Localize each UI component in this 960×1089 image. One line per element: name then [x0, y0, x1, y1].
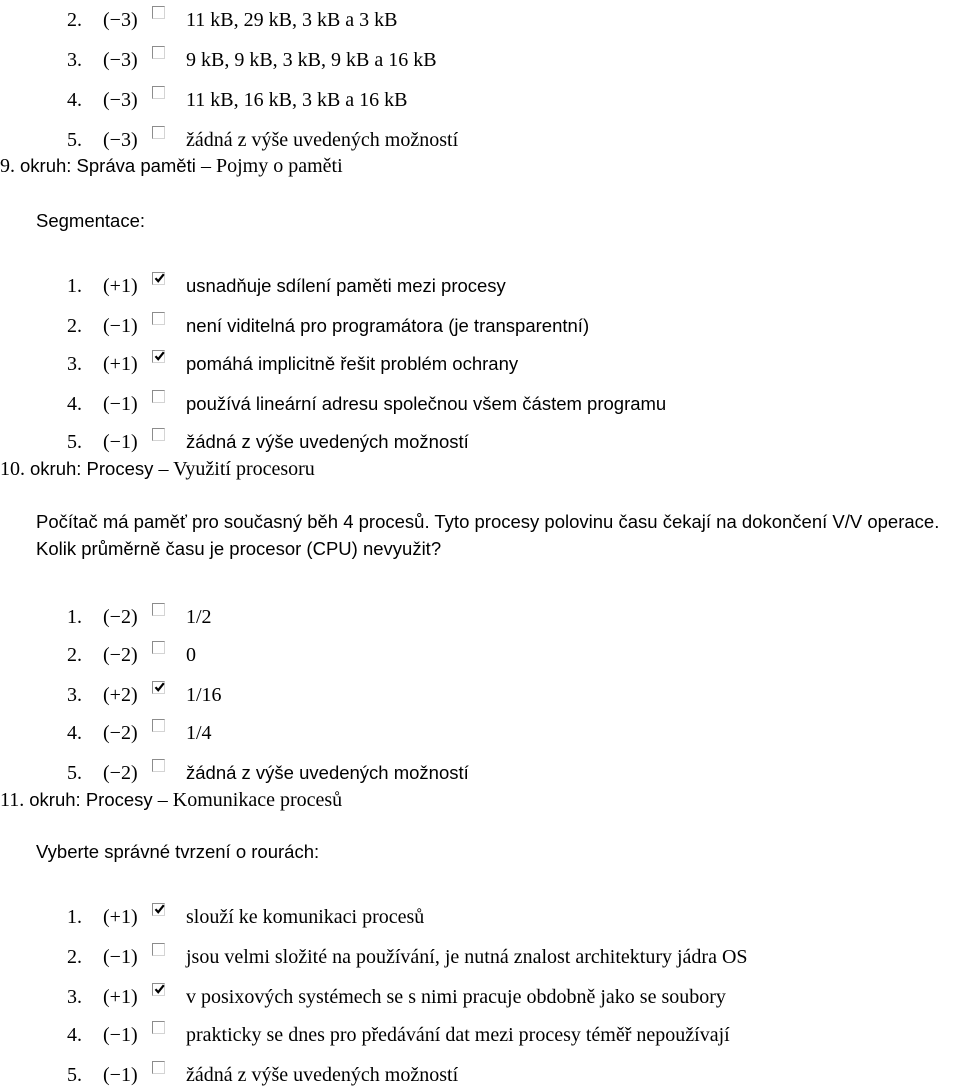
question-prompt: Segmentace: [36, 210, 146, 231]
option-score: (−1) [103, 1024, 138, 1046]
answer-option [0, 681, 960, 709]
question-subtopic: Komunikace procesů [172, 789, 343, 811]
checkbox-empty-icon[interactable] [152, 126, 165, 139]
checkbox-empty-icon[interactable] [152, 6, 165, 19]
checkbox-empty-icon[interactable] [152, 943, 165, 956]
option-score: (−3) [103, 89, 138, 111]
option-number: 1. [67, 606, 82, 628]
option-text: 0 [186, 644, 196, 666]
option-score: (−3) [103, 9, 138, 31]
option-score: (+1) [103, 275, 138, 297]
answer-option [0, 390, 960, 418]
checkbox-empty-icon[interactable] [152, 759, 165, 772]
question-label: okruh: Správa paměti [20, 155, 201, 176]
answer-option [0, 1021, 960, 1049]
option-number: 4. [67, 1024, 82, 1046]
option-text: slouží ke komunikaci procesů [186, 906, 425, 928]
option-text: používá lineární adresu společnou všem částem programu [186, 393, 667, 414]
option-number: 2. [67, 315, 82, 337]
option-number: 4. [67, 722, 82, 744]
question-prompt: Vyberte správné tvrzení o rourách: [36, 841, 320, 862]
option-score: (−2) [103, 644, 138, 666]
checkbox-empty-icon[interactable] [152, 641, 165, 654]
question-number: 9. [0, 155, 20, 177]
answer-option [0, 272, 960, 300]
checkbox-checked-icon[interactable] [152, 681, 165, 694]
answer-option [0, 6, 960, 34]
question-heading [0, 152, 343, 180]
option-text: pomáhá implicitně řešit problém ochrany [186, 353, 519, 374]
answer-option [0, 350, 960, 378]
answer-option [0, 428, 960, 456]
question-label: okruh: Procesy [29, 789, 158, 810]
checkbox-empty-icon[interactable] [152, 1061, 165, 1074]
answer-option [0, 903, 960, 931]
option-text: 1/2 [186, 606, 212, 628]
checkbox-checked-icon[interactable] [152, 350, 165, 363]
question-number: 11. [0, 789, 30, 811]
answer-option [0, 641, 960, 669]
answer-option [0, 86, 960, 114]
answer-option [0, 126, 960, 154]
question-prompt: Počítač má paměť pro současný běh 4 procesů. Tyto procesy polovinu času čekají na dokončení V/V operace. Kolik průměrně času je procesor (CPU) nevyužit? [36, 511, 940, 559]
option-number: 5. [67, 1064, 82, 1086]
option-text: jsou velmi složité na používání, je nutná znalost architektury jádra OS [186, 946, 748, 968]
option-number: 5. [67, 431, 82, 453]
option-score: (+1) [103, 986, 138, 1008]
option-text: prakticky se dnes pro předávání dat mezi procesy téměř nepoužívají [186, 1024, 730, 1046]
option-score: (+1) [103, 353, 138, 375]
heading-dash: – [200, 155, 216, 177]
checkbox-empty-icon[interactable] [152, 603, 165, 616]
answer-option [0, 312, 960, 340]
answer-option [0, 983, 960, 1011]
checkbox-checked-icon[interactable] [152, 983, 165, 996]
option-number: 2. [67, 9, 82, 31]
question-heading [0, 455, 315, 483]
option-score: (−2) [103, 762, 138, 784]
question-number: 10. [0, 458, 30, 480]
option-score: (−2) [103, 722, 138, 744]
option-text: 1/4 [186, 722, 212, 744]
question-label: okruh: Procesy [30, 458, 159, 479]
answer-option [0, 1061, 960, 1089]
option-score: (−1) [103, 431, 138, 453]
option-number: 3. [67, 353, 82, 375]
option-score: (+1) [103, 906, 138, 928]
option-number: 5. [67, 762, 82, 784]
checkbox-checked-icon[interactable] [152, 903, 165, 916]
checkbox-checked-icon[interactable] [152, 272, 165, 285]
question-heading [0, 786, 342, 814]
option-text: usnadňuje sdílení paměti mezi procesy [186, 275, 506, 296]
checkbox-empty-icon[interactable] [152, 428, 165, 441]
checkbox-empty-icon[interactable] [152, 46, 165, 59]
option-text: žádná z výše uvedených možností [186, 762, 469, 783]
answer-option [0, 943, 960, 971]
option-number: 3. [67, 684, 82, 706]
option-number: 4. [67, 393, 82, 415]
option-number: 3. [67, 986, 82, 1008]
option-score: (−1) [103, 315, 138, 337]
option-text: žádná z výše uvedených možností [186, 431, 469, 452]
option-text: v posixových systémech se s nimi pracuje obdobně jako se soubory [186, 986, 726, 1008]
option-text: 11 kB, 29 kB, 3 kB a 3 kB [186, 9, 398, 31]
option-number: 1. [67, 906, 82, 928]
answer-option [0, 46, 960, 74]
option-text: žádná z výše uvedených možností [186, 129, 459, 151]
option-score: (−3) [103, 129, 138, 151]
option-number: 3. [67, 49, 82, 71]
answer-option [0, 759, 960, 787]
option-score: (−1) [103, 1064, 138, 1086]
option-text: není viditelná pro programátora (je transparentní) [186, 315, 590, 336]
heading-dash: – [158, 458, 174, 480]
option-number: 2. [67, 644, 82, 666]
option-score: (−1) [103, 946, 138, 968]
option-text: 11 kB, 16 kB, 3 kB a 16 kB [186, 89, 408, 111]
option-number: 5. [67, 129, 82, 151]
option-text: 9 kB, 9 kB, 3 kB, 9 kB a 16 kB [186, 49, 437, 71]
checkbox-empty-icon[interactable] [152, 1021, 165, 1034]
checkbox-empty-icon[interactable] [152, 312, 165, 325]
checkbox-empty-icon[interactable] [152, 719, 165, 732]
option-score: (+2) [103, 684, 138, 706]
question-subtopic: Pojmy o paměti [215, 155, 343, 177]
option-score: (−3) [103, 49, 138, 71]
answer-option [0, 719, 960, 747]
option-number: 2. [67, 946, 82, 968]
option-text: žádná z výše uvedených možností [186, 1064, 459, 1086]
heading-dash: – [157, 789, 173, 811]
option-number: 4. [67, 89, 82, 111]
option-text: 1/16 [186, 684, 222, 706]
answer-option [0, 603, 960, 631]
option-number: 1. [67, 275, 82, 297]
checkbox-empty-icon[interactable] [152, 86, 165, 99]
option-score: (−2) [103, 606, 138, 628]
option-score: (−1) [103, 393, 138, 415]
question-subtopic: Využití procesoru [173, 458, 315, 480]
checkbox-empty-icon[interactable] [152, 390, 165, 403]
